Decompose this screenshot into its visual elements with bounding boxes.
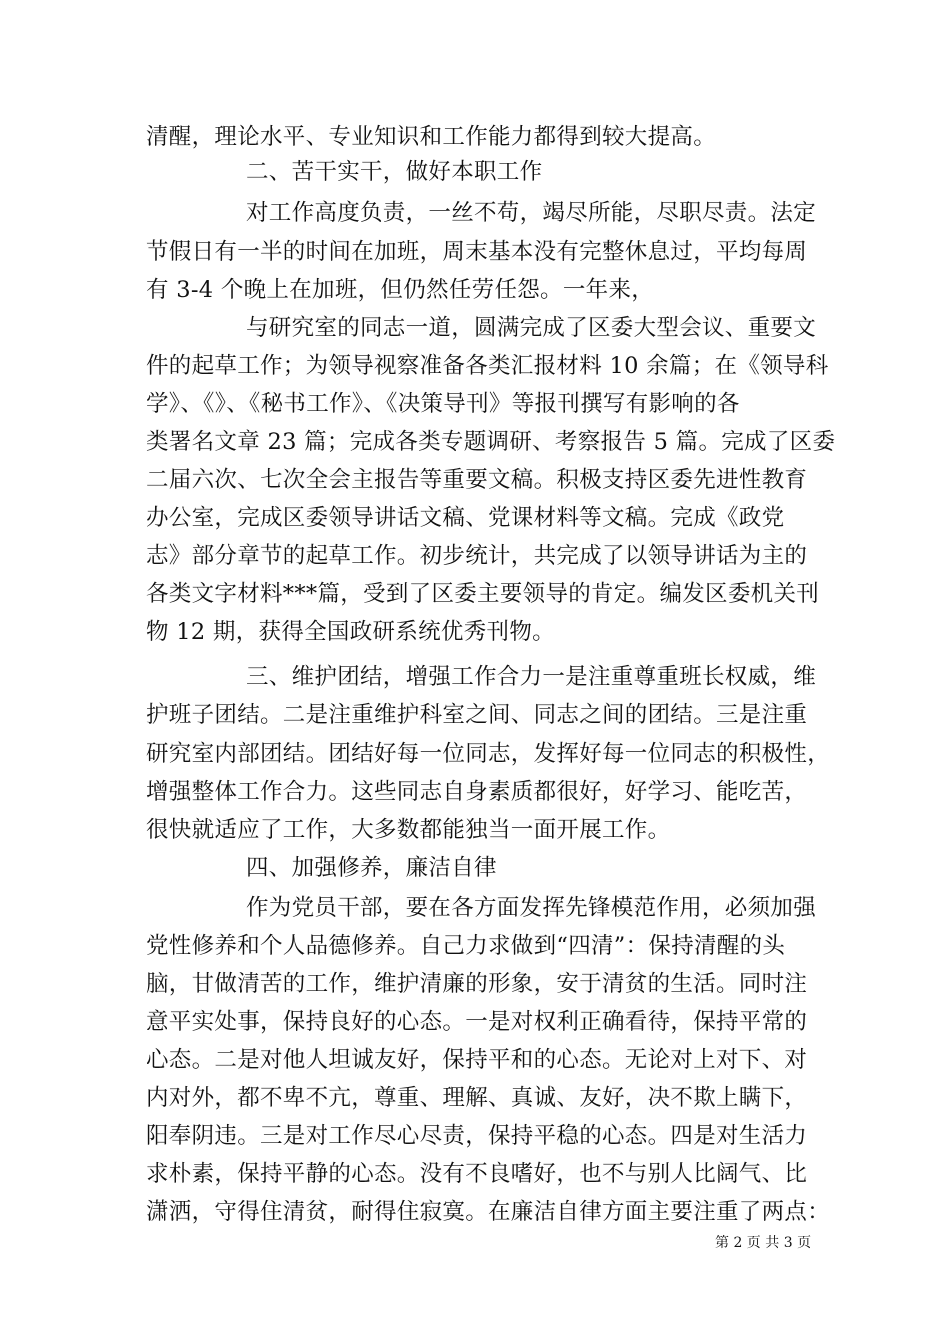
paragraph-line: 类署名文章 23 篇；完成各类专题调研、考察报告 5 篇。完成了区委 xyxy=(146,429,836,455)
paragraph-line: 节假日有一半的时间在加班，周末基本没有完整休息过，平均每周 xyxy=(146,239,808,265)
paragraph-line: 意平实处事，保持良好的心态。一是对权利正确看待，保持平常的 xyxy=(146,1009,808,1035)
paragraph-line: 党性修养和个人品德修养。自己力求做到“四清”：保持清醒的头 xyxy=(146,933,786,959)
paragraph-line: 研究室内部团结。团结好每一位同志，发挥好每一位同志的积极性， xyxy=(146,741,831,767)
paragraph-line: 护班子团结。二是注重维护科室之间、同志之间的团结。三是注重 xyxy=(146,702,808,728)
section-heading: 二、苦干实干，做好本职工作 xyxy=(246,159,543,185)
paragraph-line: 志》部分章节的起草工作。初步统计，共完成了以领导讲话为主的 xyxy=(146,543,808,569)
paragraph-line: 物 12 期，获得全国政研系统优秀刊物。 xyxy=(146,619,555,645)
paragraph-line: 很快就适应了工作，大多数都能独当一面开展工作。 xyxy=(146,817,671,843)
paragraph-line: 有 3-4 个晚上在加班，但仍然任劳任怨。一年来， xyxy=(146,277,655,303)
section-heading: 三、维护团结，增强工作合力一是注重尊重班长权威，维 xyxy=(246,664,817,690)
paragraph-line: 内对外，都不卑不亢，尊重、理解、真诚、友好，决不欺上瞒下， xyxy=(146,1085,808,1111)
paragraph-line: 件的起草工作；为领导视察准备各类汇报材料 10 余篇；在《领导科 xyxy=(146,353,829,379)
paragraph-line: 增强整体工作合力。这些同志自身素质都很好，好学习、能吃苦， xyxy=(146,779,808,805)
paragraph-line: 脑，甘做清苦的工作，维护清廉的形象，安于清贫的生活。同时注 xyxy=(146,971,808,997)
section-heading: 四、加强修养，廉洁自律 xyxy=(246,855,497,881)
paragraph-line: 潇洒，守得住清贫，耐得住寂寞。在廉洁自律方面主要注重了两点： xyxy=(146,1199,831,1225)
paragraph-line: 清醒，理论水平、专业知识和工作能力都得到较大提高。 xyxy=(146,124,717,150)
paragraph-line: 与研究室的同志一道，圆满完成了区委大型会议、重要文 xyxy=(246,315,817,341)
paragraph-line: 阳奉阴违。三是对工作尽心尽责，保持平稳的心态。四是对生活力 xyxy=(146,1123,808,1149)
paragraph-line: 对工作高度负责，一丝不苟，竭尽所能，尽职尽责。法定 xyxy=(246,200,817,226)
paragraph-line: 作为党员干部，要在各方面发挥先锋模范作用，必须加强 xyxy=(246,895,817,921)
paragraph-line: 各类文字材料***篇，受到了区委主要领导的肯定。编发区委机关刊 xyxy=(146,581,820,607)
paragraph-line: 心态。二是对他人坦诚友好，保持平和的心态。无论对上对下、对 xyxy=(146,1047,808,1073)
paragraph-line: 二届六次、七次全会主报告等重要文稿。积极支持区委先进性教育 xyxy=(146,467,808,493)
page-number: 第 2 页 共 3 页 xyxy=(715,1235,812,1251)
paragraph-line: 求朴素，保持平静的心态。没有不良嗜好，也不与别人比阔气、比 xyxy=(146,1161,808,1187)
paragraph-line: 学》、《》、《秘书工作》、《决策导刊》等报刊撰写有影响的各 xyxy=(146,391,740,417)
paragraph-line: 办公室，完成区委领导讲话文稿、党课材料等文稿。完成《政党 xyxy=(146,505,785,531)
